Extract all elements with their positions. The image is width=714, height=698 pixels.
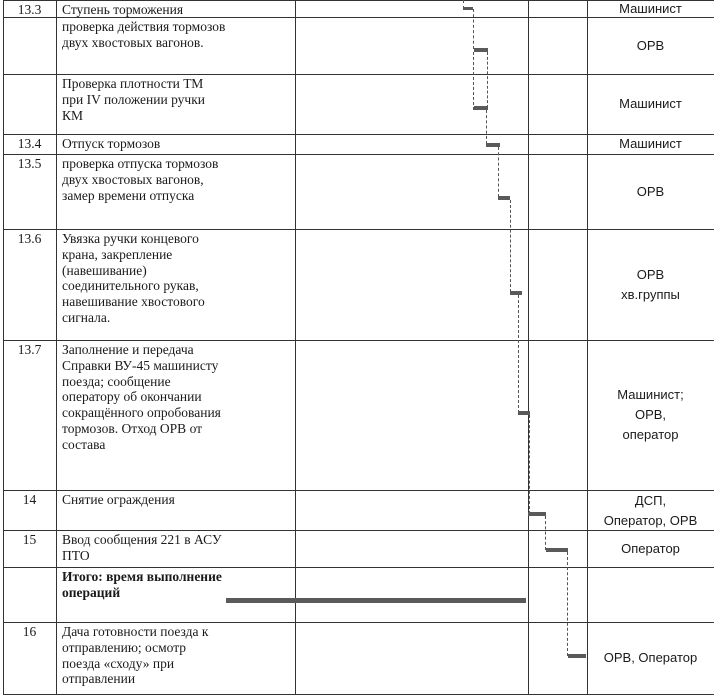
operation-name: Ввод сообщения 221 в АСУ ПТО <box>62 532 222 563</box>
operation-name: Ступень торможения <box>62 2 184 17</box>
table-column-border <box>56 0 57 694</box>
operation-number: 13.7 <box>17 342 42 357</box>
responsible-person: Машинист <box>619 0 682 16</box>
responsible-person: ОРВ хв.группы <box>621 266 680 302</box>
responsible-person: ОРВ <box>636 183 665 199</box>
operation-name: Отпуск тормозов <box>62 136 161 151</box>
operation-name: Заполнение и передача Справки ВУ-45 машинисту поезда; сообщение оператору об окончании сокращённого опробования тормозов. Отход ОРВ от состава <box>62 342 221 452</box>
responsible-person: ДСП, Оператор, ОРВ <box>603 493 698 528</box>
responsible-person: ОРВ, Оператор <box>603 650 698 665</box>
gantt-connector <box>486 110 487 144</box>
operation-number: 16 <box>22 624 37 639</box>
gantt-connector <box>510 200 511 292</box>
gantt-bar <box>226 598 526 603</box>
table-row-border <box>3 694 714 695</box>
operation-name: проверка действия тормозов двух хвостовых вагонов. <box>62 19 226 50</box>
responsible-person: ОРВ <box>636 37 665 53</box>
responsible-person <box>587 568 714 621</box>
operation-number: 15 <box>22 532 37 547</box>
gantt-connector <box>473 9 474 49</box>
responsible-person: Оператор <box>621 540 680 556</box>
operation-name: Дача готовности поезда к отправлению; осмотр поезда «сходу» при отправлении <box>62 624 209 687</box>
gantt-connector <box>567 552 568 656</box>
gantt-connector <box>529 415 530 514</box>
gantt-bar <box>510 291 522 295</box>
operation-name: Итого: время выполнение операций <box>62 569 222 600</box>
operation-number: 13.4 <box>17 136 42 151</box>
operation-name: Увязка ручки концевого крана, закрепление (навешивание) соединительного рукав, навешивание хвостового сигнала. <box>62 231 205 325</box>
gantt-connector <box>518 295 519 413</box>
gantt-bar <box>474 48 488 52</box>
gantt-connector <box>463 0 464 9</box>
responsible-person: Машинист <box>619 136 682 151</box>
gantt-connector <box>487 52 488 108</box>
responsible-person: Машинист <box>619 96 682 111</box>
operation-name: проверка отпуска тормозов двух хвостовых вагонов, замер времени отпуска <box>62 156 219 203</box>
operation-number: 14 <box>22 492 37 507</box>
gantt-connector <box>545 516 546 550</box>
gantt-bar <box>498 196 510 200</box>
operation-name: Снятие ограждения <box>62 492 175 507</box>
table-column-border <box>295 0 296 694</box>
operation-name: Проверка плотности ТМ при IV положении ручки КМ <box>62 76 205 123</box>
gantt-connector <box>498 147 499 197</box>
table-column-border <box>528 0 529 694</box>
operation-number: 13.6 <box>17 231 42 246</box>
responsible-person: Машинист; ОРВ, оператор <box>617 387 684 442</box>
gantt-bar <box>528 512 546 516</box>
gantt-connector <box>473 52 474 110</box>
gantt-bar <box>463 7 473 10</box>
gantt-bar <box>546 548 568 552</box>
gantt-bar <box>568 654 586 658</box>
operation-number: 13.3 <box>17 2 42 17</box>
operation-number: 13.5 <box>17 156 42 171</box>
